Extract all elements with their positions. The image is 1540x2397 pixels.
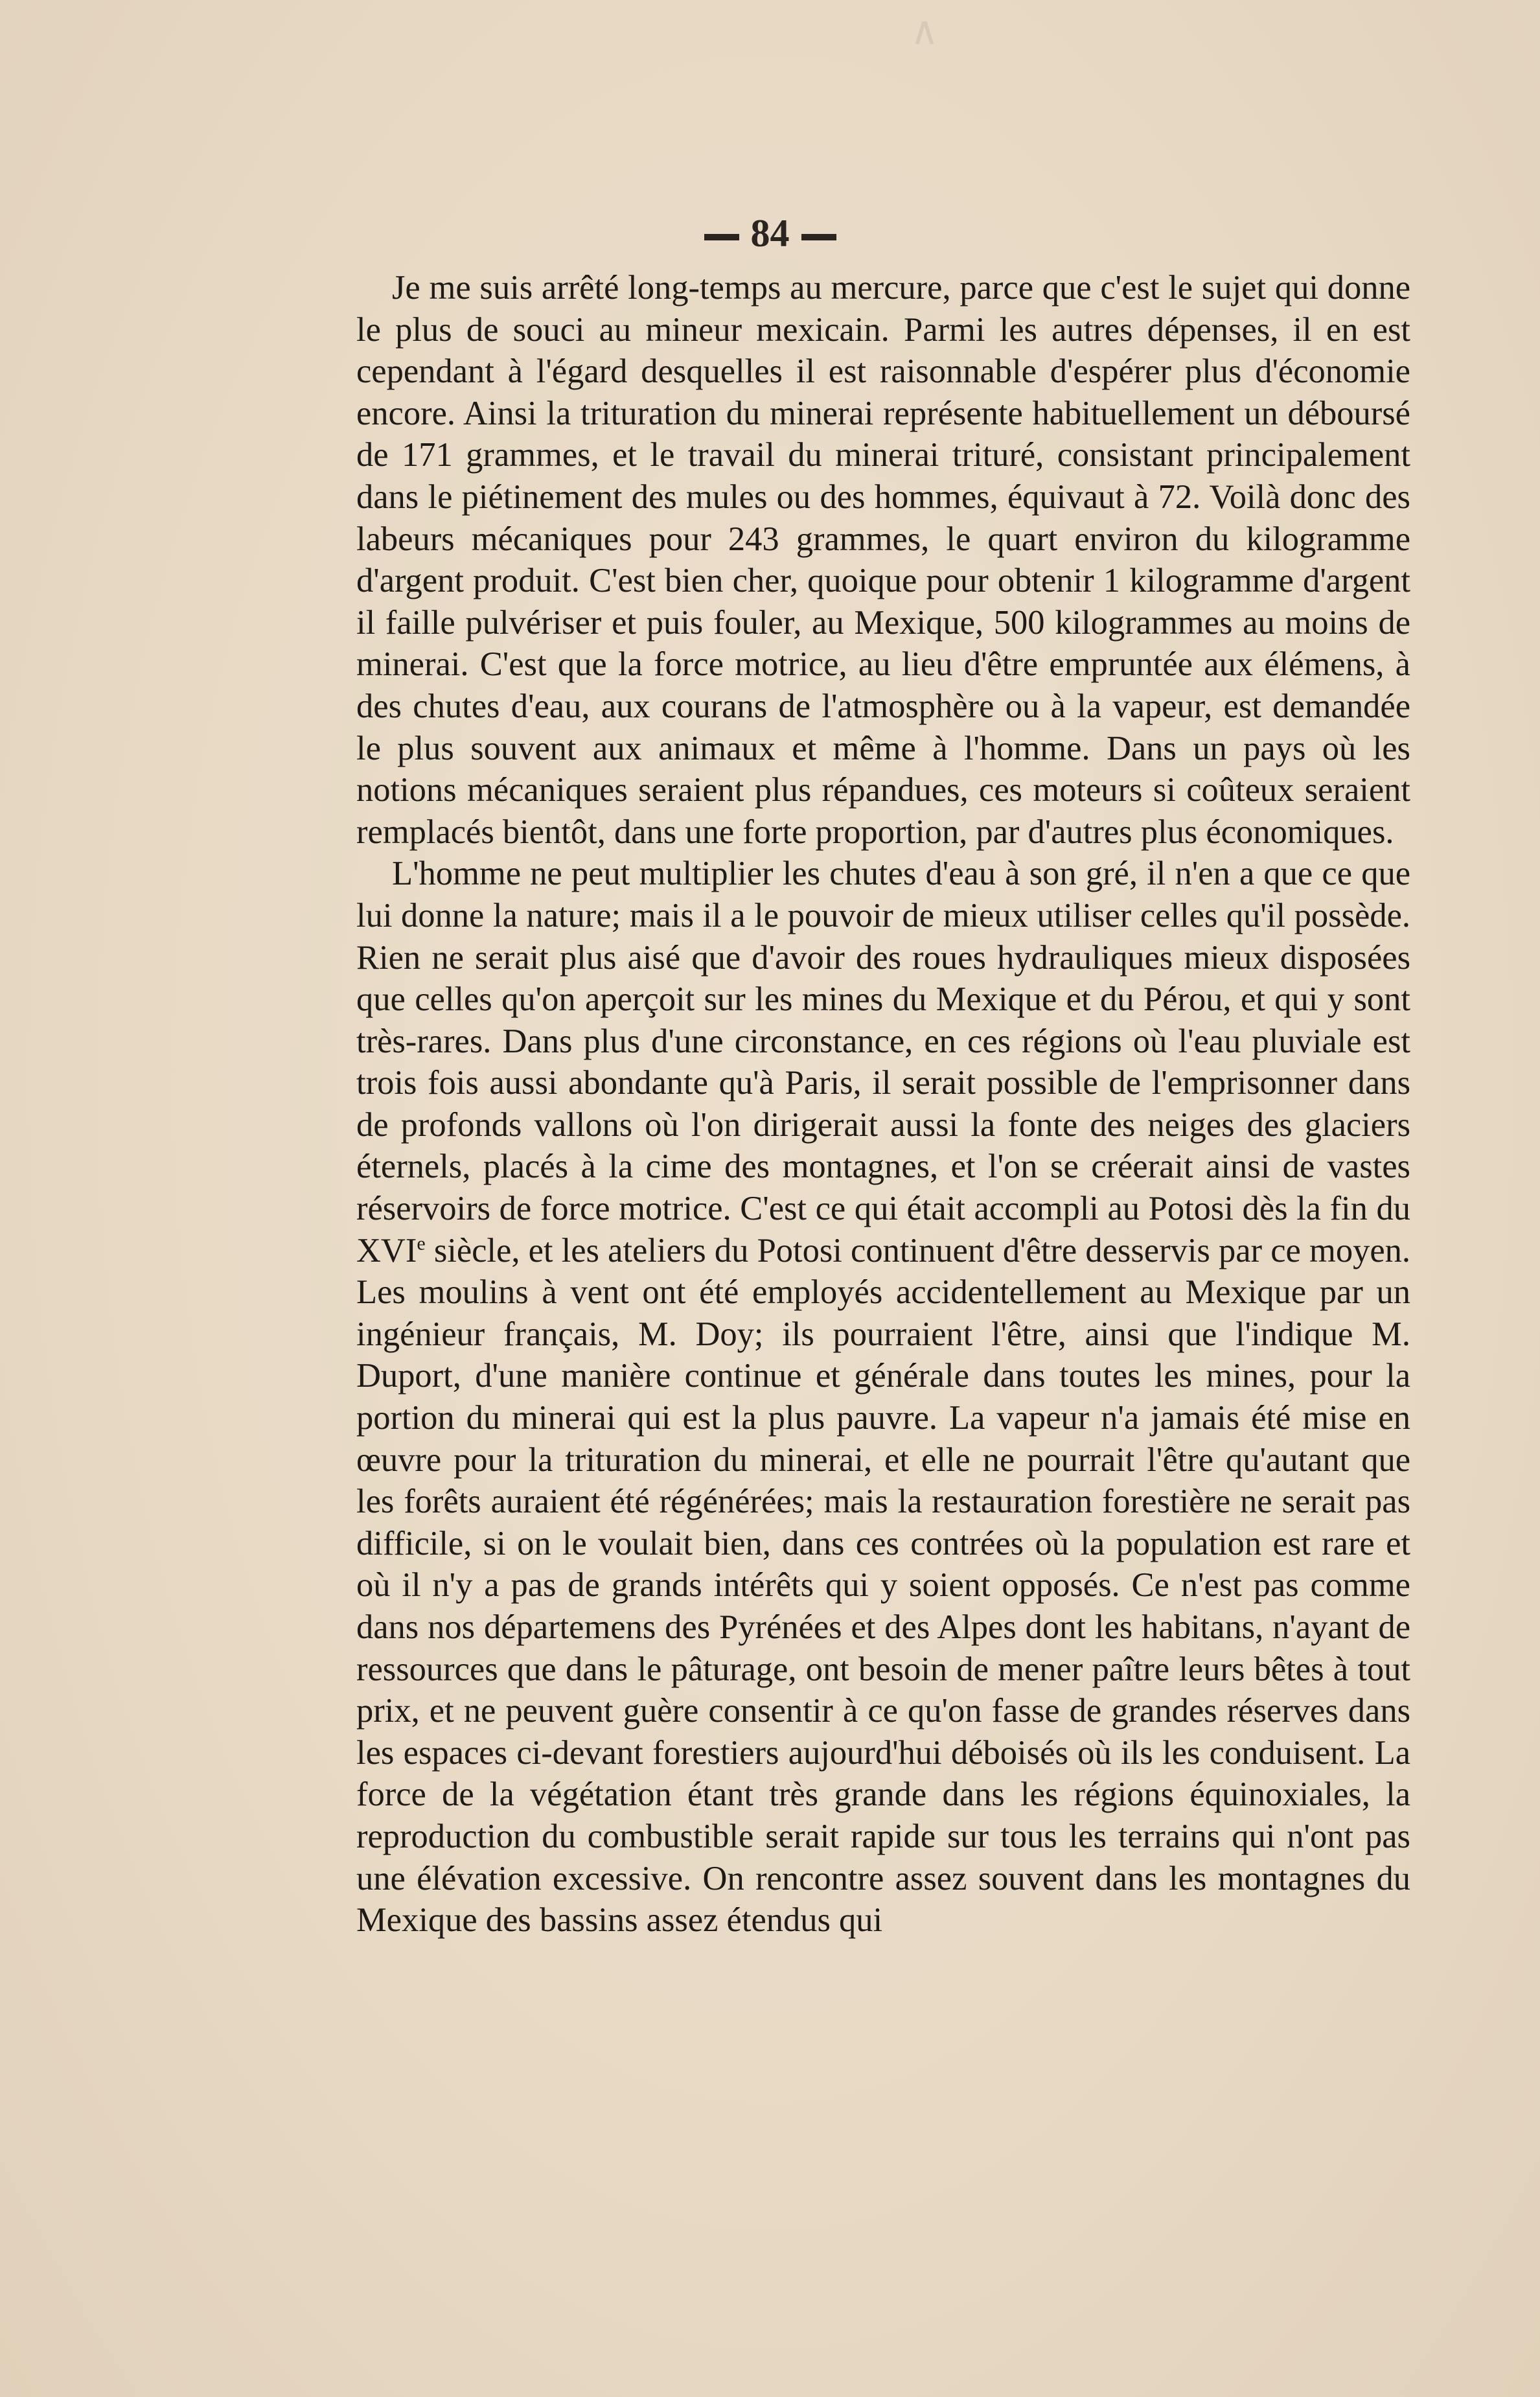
page-number: 84 [750,212,790,255]
paragraph-2-continuation: siècle, et les ateliers du Potosi continuent d'être desservis par ce moyen. Les moulins à vent ont été employés accidentellement au Mexique par un ingénieur français, M. Doy; ils pourraient l'être, ainsi que l'indique M. Duport, d'une manière continue et générale dans toutes les mines, pour la portion du minerai qui est la plus pauvre. La vapeur n'a jamais été mise en œuvre pour la trituration du minerai, et elle ne pourrait l'être qu'autant que les forêts auraient été régénérées; mais la restauration forestière ne serait pas difficile, si on le voulait bien, dans ces contrées où la population est rare et où il n'y a pas de grands intérêts qui y soient opposés. Ce n'est pas comme dans nos départemens des Pyrénées et des Alpes dont les habitans, n'ayant de ressources que dans le pâturage, ont besoin de mener paître leurs bêtes à tout prix, et ne peuvent guère consentir à ce qu'on fasse de grandes réserves dans les espaces ci-devant forestiers aujourd'hui déboisés où ils les conduisent. La force de la végétation étant très grande dans les régions équinoxiales, la reproduction du combustible serait rapide sur tous les terrains qui n'ont pas une élévation excessive. On rencontre assez souvent dans les montagnes du Mexique des bassins assez étendus qui [356,1231,1410,1940]
century-superscript: e [417,1233,426,1255]
paragraph-2 [356,853,1410,1941]
header-dash-left [704,234,739,240]
corner-mark: ∧ [910,10,939,52]
paragraph-2-text: L'homme ne peut multiplier les chutes d'eau à son gré, il n'en a que ce que lui donne la nature; mais il a le pouvoir de mieux utiliser celles qu'il possède. Rien ne serait plus aisé que d'avoir des roues hydrauliques mieux disposées que celles qu'on aperçoit sur les mines du Mexique et du Pérou, et qui y sont très-rares. Dans plus d'une circonstance, en ces régions où l'eau pluviale est trois fois aussi abondante qu'à Paris, il serait possible de l'emprisonner dans de profonds vallons où l'on dirigerait aussi la fonte des neiges des glaciers éternels, placés à la cime des montagnes, et l'on se créerait ainsi de vastes réservoirs de force motrice. C'est ce qui était accompli au Potosi dès la fin du [356,855,1410,1228]
century-numeral: XVI [356,1231,417,1269]
header-dash-right [801,234,836,240]
body-text [356,267,1410,1941]
page-header [0,211,1540,256]
paragraph-1: Je me suis arrêté long-temps au mercure, parce que c'est le sujet qui donne le plus de souci au mineur mexicain. Parmi les autres dépenses, il en est cependant à l'égard desquelles il est raisonnable d'espérer plus d'économie encore. Ainsi la trituration du minerai représente habituellement un déboursé de 171 grammes, et le travail du minerai trituré, consistant principalement dans le piétinement des mules ou des hommes, équivaut à 72. Voilà donc des labeurs mécaniques pour 243 grammes, le quart environ du kilogramme d'argent produit. C'est bien cher, quoique pour obtenir 1 kilogramme d'argent il faille pulvériser et puis fouler, au Mexique, 500 kilogrammes au moins de minerai. C'est que la force motrice, au lieu d'être empruntée aux élémens, à des chutes d'eau, aux courans de l'atmosphère ou à la vapeur, est demandée le plus souvent aux animaux et même à l'homme. Dans un pays où les notions mécaniques seraient plus répandues, ces moteurs si coûteux seraient remplacés bientôt, dans une forte proportion, par d'autres plus économiques. [356,269,1410,851]
